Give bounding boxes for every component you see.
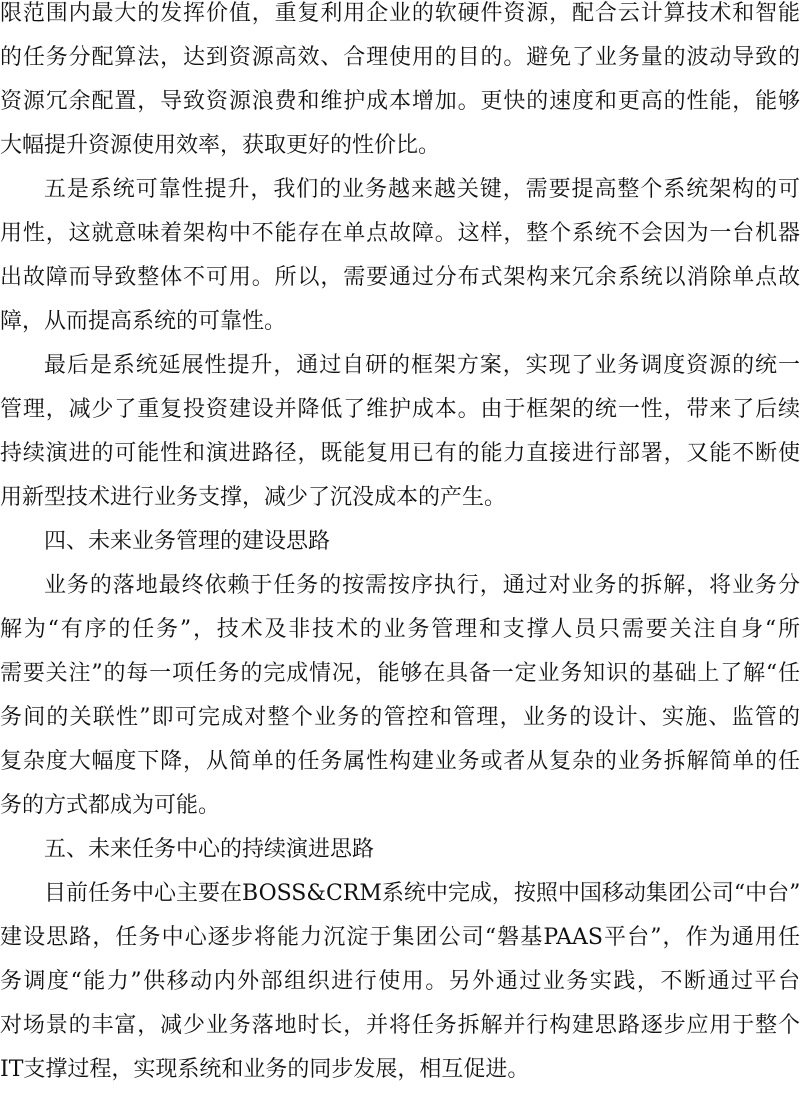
- paragraph-line: 限范围内最大的发挥价值，重复利用企业的软硬件资源，配合云计算技术和智能: [0, 1, 800, 26]
- paragraph-line: 五是系统可靠性提升，我们的业务越来越关键，需要提高整个系统架构的可: [44, 177, 800, 202]
- paragraph-line: 解为“有序的任务”，技术及非技术的业务管理和支撑人员只需要关注自身“所: [0, 617, 800, 642]
- paragraph-line: 务间的关联性”即可完成对整个业务的管控和管理，业务的设计、实施、监管的: [0, 705, 800, 730]
- paragraph-line: 用新型技术进行业务支撑，减少了沉没成本的产生。: [0, 485, 507, 510]
- section-heading: 四、未来业务管理的建设思路: [44, 529, 331, 554]
- paragraph-line: 需要关注”的每一项任务的完成情况，能够在具备一定业务知识的基础上了解“任: [0, 661, 800, 686]
- paragraph-line: IT支撑过程，实现系统和业务的同步发展，相互促进。: [0, 1057, 530, 1082]
- paragraph-line: 持续演进的可能性和演进路径，既能复用已有的能力直接进行部署，又能不断使: [0, 441, 800, 466]
- paragraph-line: 对场景的丰富，减少业务落地时长，并将任务拆解并行构建思路逐步应用于整个: [0, 1013, 800, 1038]
- paragraph-line: 建设思路，任务中心逐步将能力沉淀于集团公司“磐基PAAS平台”，作为通用任: [0, 925, 800, 950]
- paragraph-line: 的任务分配算法，达到资源高效、合理使用的目的。避免了业务量的波动导致的: [0, 45, 800, 70]
- paragraph-line: 大幅提升资源使用效率，获取更好的性价比。: [0, 133, 441, 158]
- paragraph-line: 管理，减少了重复投资建设并降低了维护成本。由于框架的统一性，带来了后续: [0, 397, 800, 422]
- section-heading: 五、未来任务中心的持续演进思路: [44, 837, 375, 862]
- paragraph-line: 务的方式都成为可能。: [0, 793, 221, 818]
- paragraph-line: 出故障而导致整体不可用。所以，需要通过分布式架构来冗余系统以消除单点故: [0, 265, 800, 290]
- paragraph-line: 资源冗余配置，导致资源浪费和维护成本增加。更快的速度和更高的性能，能够: [0, 89, 800, 114]
- paragraph-line: 障，从而提高系统的可靠性。: [0, 309, 287, 334]
- paragraph-line: 用性，这就意味着架构中不能存在单点故障。这样，整个系统不会因为一台机器: [0, 221, 800, 246]
- paragraph-line: 复杂度大幅度下降，从简单的任务属性构建业务或者从复杂的业务拆解简单的任: [0, 749, 800, 774]
- paragraph-line: 最后是系统延展性提升，通过自研的框架方案，实现了业务调度资源的统一: [44, 353, 800, 378]
- paragraph-line: 业务的落地最终依赖于任务的按需按序执行，通过对业务的拆解，将业务分: [44, 573, 800, 598]
- paragraph-line: 目前任务中心主要在BOSS&CRM系统中完成，按照中国移动集团公司“中台”: [44, 881, 800, 906]
- paragraph-line: 务调度“能力”供移动内外部组织进行使用。另外通过业务实践，不断通过平台: [0, 969, 800, 994]
